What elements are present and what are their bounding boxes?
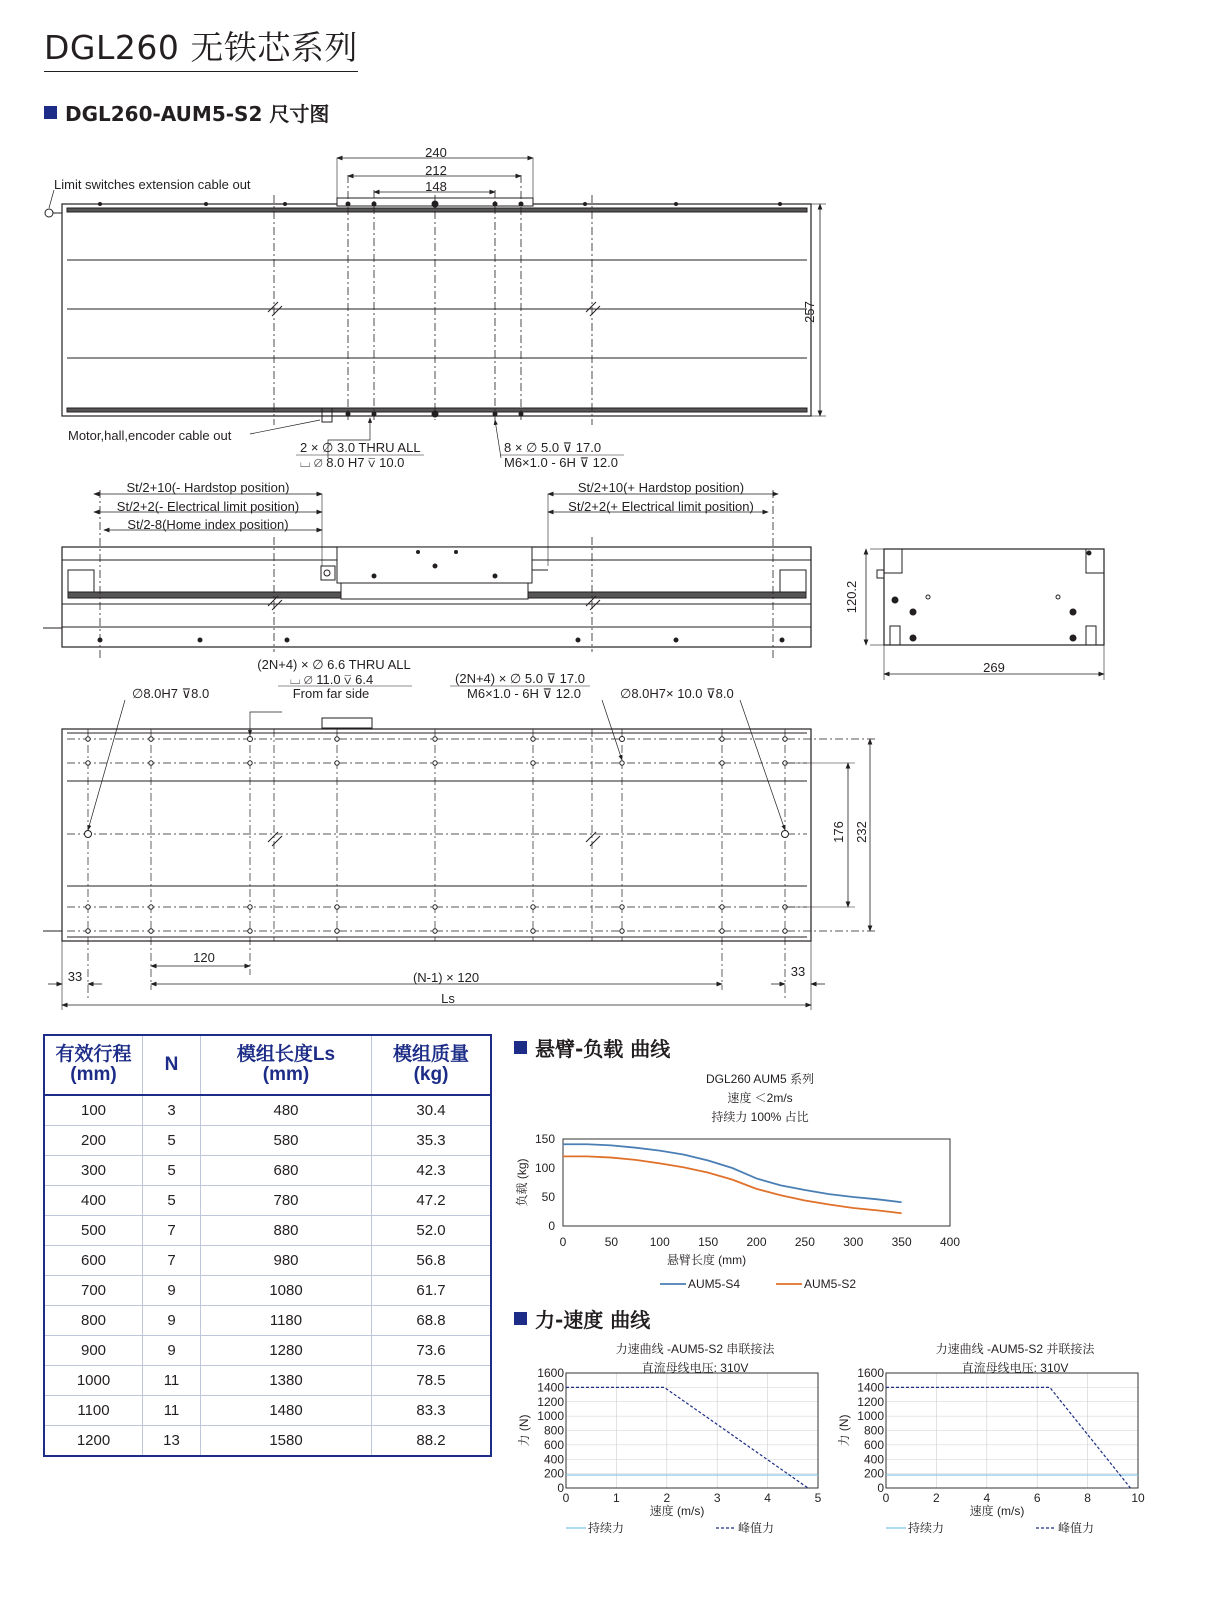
table-cell: 980: [201, 1246, 372, 1276]
end-view-body: [884, 549, 1104, 645]
dimension-heading-text: DGL260-AUM5-S2 尺寸图: [65, 102, 330, 126]
x-tick-label: 250: [794, 1235, 815, 1249]
cantilever-subtitle-2: 持续力 100% 占比: [711, 1110, 809, 1124]
table-cell: 1480: [201, 1396, 372, 1426]
y-tick-label: 50: [541, 1190, 555, 1204]
table-cell: 13: [143, 1426, 201, 1457]
x-tick-label: 10: [1131, 1491, 1145, 1505]
header-n: N: [143, 1035, 201, 1095]
table-row: [44, 1126, 491, 1156]
x-tick-label: 8: [1084, 1491, 1091, 1505]
dim-240: 240: [425, 145, 447, 160]
table-cell: 5: [143, 1186, 201, 1216]
header-length: 模组长度Ls (mm): [201, 1035, 372, 1095]
y-tick-label: 1000: [857, 1409, 884, 1424]
y-tick-label: 1600: [857, 1366, 884, 1380]
table-cell: 3: [143, 1095, 201, 1126]
series-line-aum5-s2: [563, 1156, 902, 1213]
y-tick-label: 100: [534, 1161, 555, 1175]
legend-label-peak: 峰值力: [1058, 1521, 1095, 1535]
x-tick-label: 4: [983, 1491, 991, 1505]
table-cell: 700: [44, 1276, 143, 1306]
x-tick-label: 5: [814, 1491, 822, 1505]
cantilever-section-heading: [514, 1033, 670, 1062]
force-section-heading: [514, 1304, 650, 1333]
table-cell: 1380: [201, 1366, 372, 1396]
table-cell: 480: [201, 1095, 372, 1126]
table-cell: 52.0: [372, 1216, 492, 1246]
force-heading-text: 力-速度 曲线: [535, 1308, 651, 1332]
table-cell: 800: [44, 1306, 143, 1336]
table-row: [44, 1156, 491, 1186]
spec-table: [43, 1034, 492, 1457]
bottom-note-d2: M6×1.0 - 6H ⊽ 12.0: [467, 686, 581, 701]
force2-title-line: 力速曲线 -AUM5-S2 并联接法: [935, 1342, 1095, 1356]
y-tick-label: 0: [557, 1481, 564, 1495]
y-tick-label: 800: [863, 1423, 884, 1438]
y-tick-label: 150: [534, 1132, 555, 1146]
y-tick-label: 1000: [537, 1409, 564, 1424]
bottom-note-c3: From far side: [292, 686, 370, 701]
table-cell: 11: [143, 1366, 201, 1396]
table-row: [44, 1336, 491, 1366]
elimit-neg-label: St/2+2(- Electrical limit position): [116, 499, 300, 514]
table-cell: 500: [44, 1216, 143, 1246]
table-cell: 880: [201, 1216, 372, 1246]
table-cell: 9: [143, 1276, 201, 1306]
bottom-note-d1: (2N+4) × ∅ 5.0 ⊽ 17.0: [455, 671, 585, 686]
table-cell: 1280: [201, 1336, 372, 1366]
spec-table-body: [44, 1095, 491, 1456]
x-tick-label: 0: [559, 1235, 567, 1249]
y-axis-label: 负载 (kg): [515, 1158, 529, 1207]
dim-ls: Ls: [441, 991, 455, 1006]
cantilever-chart: [510, 1125, 970, 1295]
table-cell: 5: [143, 1156, 201, 1186]
x-tick-label: 100: [649, 1235, 670, 1249]
table-cell: 780: [201, 1186, 372, 1216]
table-cell: 9: [143, 1336, 201, 1366]
x-tick-label: 200: [746, 1235, 767, 1249]
table-cell: 1100: [44, 1396, 143, 1426]
limit-cable-label: Limit switches extension cable out: [54, 177, 251, 192]
table-cell: 1000: [44, 1366, 143, 1396]
y-tick-label: 1400: [857, 1380, 884, 1395]
x-axis-label: 速度 (m/s): [969, 1504, 1025, 1518]
force2-subtitle: 直流母线电压: 310V: [961, 1361, 1069, 1375]
home-index-label: St/2-8(Home index position): [127, 517, 289, 532]
table-cell: 900: [44, 1336, 143, 1366]
series-line-peak-force: [886, 1387, 1130, 1488]
table-cell: 1200: [44, 1426, 143, 1457]
table-cell: 78.5: [372, 1366, 492, 1396]
cantilever-heading-text: 悬臂-负载 曲线: [535, 1037, 671, 1061]
table-cell: 400: [44, 1186, 143, 1216]
table-row: [44, 1216, 491, 1246]
x-tick-label: 6: [1033, 1491, 1041, 1505]
holes-note-a1: 2 × ∅ 3.0 THRU ALL: [300, 440, 421, 455]
x-tick-label: 2: [933, 1491, 940, 1505]
y-tick-label: 1200: [537, 1394, 564, 1409]
series-line-aum5-s4: [563, 1144, 902, 1202]
dim-33-left: 33: [67, 969, 83, 984]
y-tick-label: 200: [863, 1466, 884, 1481]
y-tick-label: 800: [543, 1423, 564, 1438]
table-cell: 1580: [201, 1426, 372, 1457]
x-tick-label: 50: [604, 1235, 619, 1249]
page-title: DGL260 无铁芯系列: [44, 22, 358, 72]
y-tick-label: 0: [548, 1219, 555, 1233]
table-cell: 56.8: [372, 1246, 492, 1276]
x-tick-label: 150: [698, 1235, 719, 1249]
force-chart-series: [512, 1365, 832, 1545]
bullet-square-icon: [514, 1041, 527, 1054]
table-cell: 7: [143, 1246, 201, 1276]
table-row: [44, 1276, 491, 1306]
table-row: [44, 1306, 491, 1336]
table-cell: 83.3: [372, 1396, 492, 1426]
bullet-square-icon: [514, 1312, 527, 1325]
holes-note-a2: ⌴ ∅ 8.0 H7 ⊽ 10.0: [300, 455, 405, 470]
table-cell: 5: [143, 1126, 201, 1156]
y-tick-label: 400: [863, 1452, 884, 1467]
table-cell: 88.2: [372, 1426, 492, 1457]
pin-note-left: ∅8.0H7 ⊽8.0: [132, 686, 210, 701]
table-row: [44, 1426, 491, 1457]
y-tick-label: 600: [863, 1437, 884, 1452]
table-cell: 30.4: [372, 1095, 492, 1126]
table-cell: 600: [44, 1246, 143, 1276]
x-axis-label: 悬臂长度 (mm): [666, 1253, 747, 1267]
x-tick-label: 3: [713, 1491, 721, 1505]
x-tick-label: 0: [562, 1491, 570, 1505]
y-tick-label: 600: [543, 1437, 564, 1452]
x-tick-label: 1: [613, 1491, 620, 1505]
dim-33-right: 33: [790, 964, 806, 979]
header-stroke: 有效行程 (mm): [44, 1035, 143, 1095]
x-tick-label: 0: [882, 1491, 890, 1505]
hardstop-pos-label: St/2+10(+ Hardstop position): [577, 480, 745, 495]
dim-257: 257: [802, 301, 817, 323]
legend-label-aum5-s2: AUM5-S2: [804, 1277, 857, 1291]
force1-title-line: 力速曲线 -AUM5-S2 串联接法: [615, 1342, 775, 1356]
table-cell: 100: [44, 1095, 143, 1126]
table-cell: 61.7: [372, 1276, 492, 1306]
table-cell: 7: [143, 1216, 201, 1246]
elimit-pos-label: St/2+2(+ Electrical limit position): [568, 499, 754, 514]
dim-232: 232: [854, 821, 869, 843]
x-axis-label: 速度 (m/s): [649, 1504, 705, 1518]
hardstop-neg-label: St/2+10(- Hardstop position): [126, 480, 290, 495]
table-cell: 300: [44, 1156, 143, 1186]
cantilever-chart-title: [640, 1070, 880, 1127]
table-row: [44, 1186, 491, 1216]
table-cell: 47.2: [372, 1186, 492, 1216]
table-cell: 11: [143, 1396, 201, 1426]
bottom-note-c2: ⌴ ∅ 11.0 ⊽ 6.4: [290, 672, 374, 687]
y-tick-label: 1400: [537, 1380, 564, 1395]
top-view-body: [62, 204, 811, 416]
series-line-peak-force: [566, 1387, 808, 1488]
table-cell: 42.3: [372, 1156, 492, 1186]
table-header-row: [44, 1035, 491, 1095]
table-cell: 1180: [201, 1306, 372, 1336]
table-cell: 580: [201, 1126, 372, 1156]
header-mass: 模组质量 (kg): [372, 1035, 492, 1095]
x-tick-label: 350: [891, 1235, 912, 1249]
force-chart-parallel: [832, 1365, 1152, 1545]
cantilever-title-line: DGL260 AUM5 系列: [705, 1072, 815, 1086]
y-tick-label: 1200: [857, 1394, 884, 1409]
x-tick-label: 4: [764, 1491, 771, 1505]
cantilever-subtitle-1: 速度 ＜2m/s: [727, 1091, 793, 1105]
table-cell: 68.8: [372, 1306, 492, 1336]
pin-note-right: ∅8.0H7× 10.0 ⊽8.0: [620, 686, 734, 701]
legend-label-aum5-s4: AUM5-S4: [688, 1277, 741, 1291]
table-cell: 1080: [201, 1276, 372, 1306]
bottom-note-c1: (2N+4) × ∅ 6.6 THRU ALL: [257, 657, 411, 672]
table-cell: 35.3: [372, 1126, 492, 1156]
dim-212: 212: [425, 163, 447, 178]
force1-subtitle: 直流母线电压: 310V: [641, 1361, 749, 1375]
x-tick-label: 400: [939, 1235, 961, 1249]
y-tick-label: 400: [543, 1452, 564, 1467]
y-tick-label: 0: [877, 1481, 884, 1495]
dim-120: 120: [193, 950, 215, 965]
motor-cable-label: Motor,hall,encoder cable out: [68, 428, 232, 443]
x-tick-label: 2: [663, 1491, 671, 1505]
y-axis-label: 力 (N): [837, 1414, 851, 1447]
table-cell: 680: [201, 1156, 372, 1186]
table-row: [44, 1095, 491, 1126]
y-tick-label: 200: [543, 1466, 564, 1481]
table-row: [44, 1396, 491, 1426]
holes-note-b1: 8 × ∅ 5.0 ⊽ 17.0: [504, 440, 602, 455]
legend-label-continuous: 持续力: [908, 1521, 945, 1535]
legend-label-peak: 峰值力: [738, 1521, 775, 1535]
y-tick-label: 1600: [537, 1366, 564, 1380]
holes-note-b2: M6×1.0 - 6H ⊽ 12.0: [504, 455, 618, 470]
table-row: [44, 1366, 491, 1396]
table-cell: 9: [143, 1306, 201, 1336]
dim-n1: (N-1) × 120: [412, 970, 480, 985]
dim-120-2: 120.2: [844, 580, 859, 614]
dim-176: 176: [831, 821, 846, 843]
table-cell: 200: [44, 1126, 143, 1156]
dim-269: 269: [983, 660, 1005, 675]
dim-148: 148: [425, 179, 447, 194]
y-axis-label: 力 (N): [517, 1414, 531, 1447]
table-cell: 73.6: [372, 1336, 492, 1366]
table-row: [44, 1246, 491, 1276]
legend-label-continuous: 持续力: [588, 1521, 625, 1535]
x-tick-label: 300: [843, 1235, 864, 1249]
